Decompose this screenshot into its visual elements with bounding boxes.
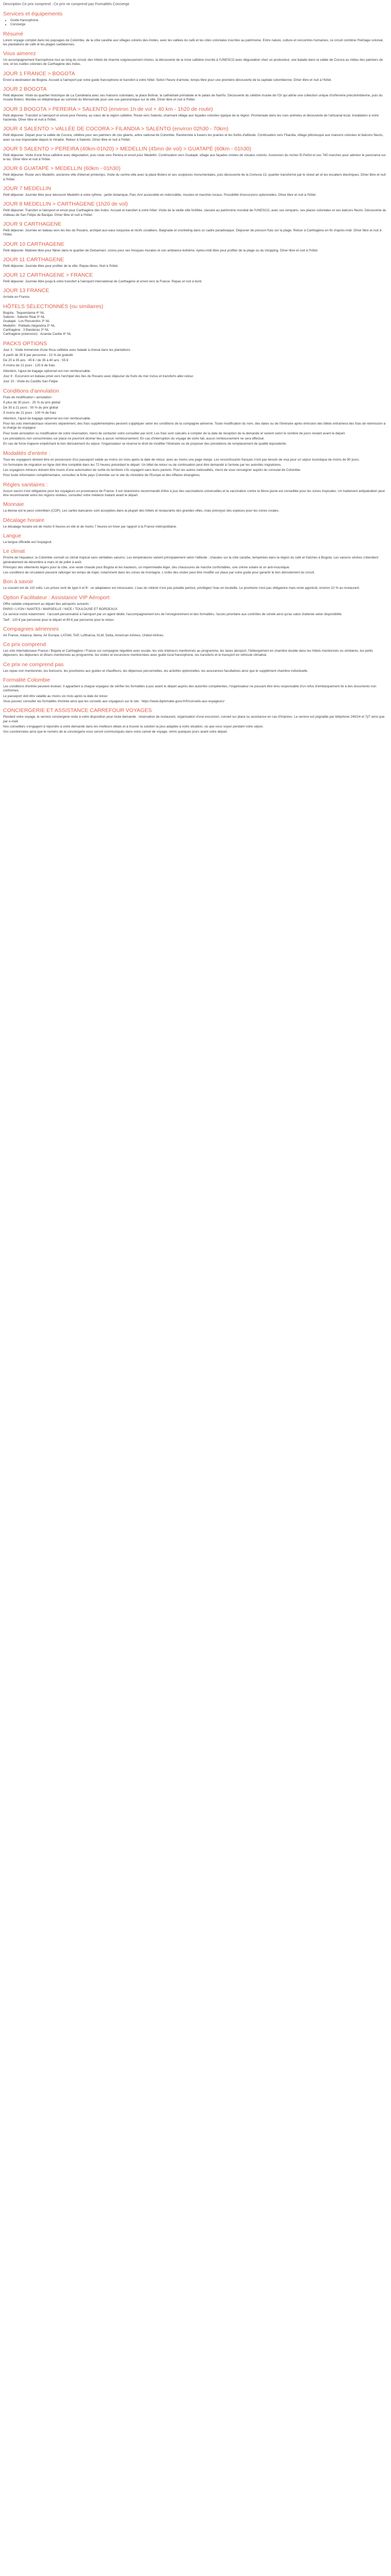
paragraph: Les conditions d'entrée peuvent évoluer. Il appartient à chaque voyageur de vérifier les formalités à jour avant le départ auprès des autorités compétentes, l'organisateur ne pouvant être tenu responsable d'un refus d'embarquement lié à des documents non conformes. (3, 685, 377, 693)
paragraph: Petit déjeuner. Matinée libre pour flâner dans le quartier de Getsemaní, connu pour ses fresques murales et son ambiance bohème. Après-midi libre pour profiter de la plage ou du shopping. Dîner libre et nuit à l'hôtel. (3, 248, 318, 252)
section-heading: JOUR 1 FRANCE > BOGOTA (3, 70, 75, 77)
section-heading: Ce prix comprend (3, 641, 46, 648)
paragraph: De 30 à 21 jours : 50 % du prix global (3, 406, 58, 410)
section-heading: JOUR 8 MEDELLIN > CARTHAGENE (1h20 de vol) (3, 201, 128, 208)
section-heading: JOUR 2 BOGOTA (3, 86, 47, 93)
hotel-line: Bogota : Tequendama 4* NL (3, 311, 45, 315)
paragraph: Ce service inclut notamment : l'accueil personnalisé à l'aéroport par un agent dédié, l'accompagnement lors de l'enregistrement et des formalités, l'accès prioritaire aux contrôles de sûreté ainsi qu'au salon d'attente selon disponibilité. (3, 613, 343, 617)
section-heading: Option Facilitateur : Assistance VIP Aéroport (3, 594, 110, 601)
document-page (0, 0, 391, 734)
hotel-line: Carthagène : 3 Banderas 3* NL (3, 328, 50, 332)
paragraph: Lorem voyage complet dans les paysages de Colombie, de la côte caraïbe aux villages colorés des Andes, avec les vallées du café et les cités coloniales inscrites au patrimoine. Entre nature, culture et rencontres humaines, ce circuit combine l'héritage colonial, les plantations de café et les plages caribéennes. (3, 38, 384, 46)
hotel-line: Salento : Salento Real 3* NL (3, 315, 45, 319)
paragraph: Vous pouvez consulter les formalités d'entrée ainsi que les conseils aux voyageurs sur le site : https://www.diplomatie.gouv.fr/fr/conseils-aux-voyageurs/ (3, 699, 225, 703)
section-heading: JOUR 11 CARTHAGENE (3, 256, 64, 263)
section-heading: Vous aimerez (3, 50, 36, 57)
paragraph: Petit déjeuner. Journée libre pour découvrir Medellín à votre rythme : jardin botanique, Parc Arví accessible en métrocâble, musées et marchés locaux. Possibilité d'excursions optionnelles. Dîner libre et nuit à l'hôtel. (3, 193, 317, 197)
paragraph: Le décalage horaire est de moins 6 heures en été et de moins 7 heures en hiver par rapport à la France métropolitaine. (3, 524, 177, 529)
section-heading: Décalage horaire (3, 517, 44, 523)
bullet-list (3, 19, 388, 27)
paragraph: Un formulaire de migration en ligne doit être complété dans les 72 heures précédant le départ. Un billet de retour ou de continuation peut être demandé à l'arrivée par les autorités migratoires. (3, 463, 282, 467)
section-heading: JOUR 4 SALENTO > VALLÉE DE COCORA > FILANDIA > SALENTO (environ 02h30 - 70km) (3, 126, 229, 132)
paragraph: Jour 9 : Excursion en bateau privé vers l'archipel des îles du Rosario avec déjeuner de fruits de mer inclus et transferts aller-retour. (3, 374, 194, 378)
paragraph: À moins de 21 jours : 100 % de frais (3, 411, 56, 415)
section-heading: JOUR 5 SALENTO > PEREIRA (40km-01h20) > MEDELLIN (45mn de vol) > GUATAPÉ (60km - 01h30) (3, 145, 252, 152)
section-heading: Modalités d'entrée : (3, 450, 51, 456)
paragraph: Aucun vaccin n'est obligatoire pour les voyageurs en provenance de France. Il est néanmoins recommandé d'être à jour des vaccinations universelles et la vaccination contre la fièvre jaune est conseillée pour les zones tropicales. Un traitement antipaludéen peut être recommandé selon les régions visitées, consultez votre médecin traitant avant le départ. (3, 489, 385, 498)
paragraph: Le passeport doit être valable au moins six mois après la date de retour. (3, 694, 108, 698)
paragraph: Les voyageurs mineurs doivent être munis d'une autorisation de sortie du territoire s'ils voyagent sans leurs parents. Pour les autres nationalités, merci de vous renseigner auprès du consulat de Colombie. (3, 468, 301, 472)
paragraph: Petit déjeuner. Transfert à l'aéroport et envol pour Carthagène des Indes. Accueil et transfert à votre hôtel. Visite de la vieille ville fortifiée, classée au patrimoine mondial de l'UNESCO, avec ses remparts, ses places coloniales et ses balcons fleuris. Découverte du château de San Felipe de Barajas. Dîner libre et nuit à l'hôtel. (3, 209, 386, 217)
section-heading: CONCIERGERIE ET ASSISTANCE CARREFOUR VOYAGES (3, 707, 152, 714)
paragraph: Tarif : 120 € par personne pour le départ et 80 € par personne pour le retour. (3, 618, 115, 622)
paragraph: Petit déjeuner. Journée en bateau vers les îles du Rosario, archipel aux eaux turquoise et récifs coralliens. Baignade et snorkeling dans un cadre paradisiaque. Déjeuner de poisson frais sur la plage. Retour à Carthagène en fin d'après-midi. Dîner libre et nuit à l'hôtel. (3, 228, 382, 237)
bullet-item: • Concierge (10, 23, 388, 27)
paragraph: Prévoyez des vêtements légers pour la côte, une veste chaude pour Bogota et les hauteurs, un imperméable léger, des chaussures de marche confortables, une crème solaire et un anti-moustique. (3, 565, 290, 569)
document-title: Description Ce prix comprend : Ce prix ne comprend pas Formalités Concierge (3, 3, 129, 6)
paragraph: PARIS / LYON / NANTES / MARSEILLE / NICE / TOULOUSE ET BORDEAUX (3, 607, 118, 611)
section-heading: JOUR 3 BOGOTA > PEREIRA > SALENTO (environ 1h de vol + 40 km - 1h20 de route) (3, 106, 213, 112)
paragraph: Pour les vols internationaux réservés séparément, des frais supplémentaires peuvent s'appliquer selon les conditions de la compagnie aérienne. Toute modification du nom, des dates ou de l'itinéraire après émission des billets entraînera des frais de réémission à la charge du voyageur. (3, 422, 386, 430)
section-heading: Ce prix ne comprend pas (3, 661, 64, 668)
paragraph: Petit déjeuner. Visite d'une finca caféière avec dégustation, puis route vers Pereira et envol pour Medellín. Continuation vers Guatapé, village aux façades ornées de zócalos colorés. Ascension du rocher El Peñol et ses 740 marches pour admirer le panorama sur le lac. Dîner libre et nuit à l'hôtel. (3, 153, 386, 162)
paragraph: Petit déjeuner. Journée libre jusqu'à votre transfert à l'aéroport international de Carthagène et envol vers la France. Repas et nuit à bord. (3, 280, 203, 284)
section-heading: Bon à savoir (3, 579, 34, 585)
paragraph: Air France, Avianca, Iberia, Air Europa, LATAM, TAP, Lufthansa, KLM, Delta, American Airlines, United Airlines. (3, 633, 165, 637)
paragraph: Les prestations non consommées sur place ne pourront donner lieu à aucun remboursement. En cas d'interruption du voyage de votre fait, aucun remboursement ne sera effectué. (3, 436, 265, 440)
paragraph: De 20 à 35 ans : 45 € / de 35 à 40 ans : 55 € (3, 359, 69, 363)
paragraph: Un accompagnement francophone tout au long du circuit, des hôtels de charme soigneusement choisis, la découverte de la zone caféière inscrite à l'UNESCO avec dégustation chez un producteur, une balade dans la vallée de Cocora au milieu des palmiers de cire, et les ruelles colorées de Carthagène des Indes. (3, 58, 383, 66)
paragraph: À moins de 21 jours : 120 € de frais (3, 364, 55, 368)
document-body (3, 11, 388, 734)
paragraph: Proche de l'équateur, la Colombie connaît un climat tropical sans véritables saisons. Les températures varient principalement selon l'altitude : chaudes sur la côte caraïbe, tempérées dans la région du café et fraîches à Bogota. Les saisons sèches s'étendent généralement de décembre à mars et de juillet à août. (3, 556, 379, 564)
paragraph: À plus de 30 jours : 25 % du prix global (3, 400, 60, 404)
section-heading: JOUR 10 CARTHAGENE (3, 241, 64, 247)
section-heading: Monnaie (3, 501, 24, 508)
section-heading: Langue (3, 532, 22, 539)
paragraph: Vos coordonnées ainsi que le numéro de la conciergerie vous seront communiqués dans votre carnet de voyage, remis quelques jours avant votre départ. (3, 730, 228, 734)
section-heading: Résumé (3, 30, 24, 37)
paragraph: Envol à destination de Bogota. Accueil à l'aéroport par votre guide francophone et transfert à votre hôtel. Selon l'heure d'arrivée, temps libre pour une première découverte de la capitale colombienne. Dîner libre et nuit à l'hôtel. (3, 78, 332, 82)
paragraph: La devise est le peso colombien (COP). Les cartes bancaires sont acceptées dans la plupart des hôtels et restaurants des grandes villes, mais prévoyez des espèces pour les zones rurales. (3, 509, 280, 513)
paragraph: Frais de modification / annulation : (3, 395, 54, 399)
paragraph: Jour 3 : Visite immersive d'une finca caféière avec balade à cheval dans les plantations (3, 348, 131, 352)
section-heading: HÔTELS SÉLECTIONNÉS (ou similaires) (3, 303, 104, 310)
paragraph: Petit déjeuner. Journée libre pour profiter de la ville. Repas libres. Nuit à l'hôtel. (3, 264, 119, 268)
section-heading: PACKS OPTIONS (3, 340, 47, 347)
section-heading: Règles sanitaires : (3, 481, 48, 488)
section-heading: Services et équipements (3, 11, 62, 17)
paragraph: À partir de 35 € par personne - 10 % de gratuité (3, 353, 73, 357)
hotel-line: Carthagène (extension) : Ananda Caribe 4* NL (3, 332, 72, 336)
paragraph: Jour 10 : Visite du Castillo San Felipe (3, 380, 58, 384)
paragraph: Attention, l'ajout de bagage optionnel est non remboursable. (3, 416, 91, 420)
section-heading: Formalité Colombie (3, 677, 51, 684)
paragraph: Le courant est de 110 volts. Les prises sont de type A et B : un adaptateur est nécessaire. L'eau du robinet n'est pas potable partout, privilégiez l'eau en bouteille. Le pourboire n'est pas obligatoire mais reste apprécié, environ 10 % au restaurant. (3, 586, 360, 590)
section-heading: JOUR 7 MEDELLIN (3, 185, 51, 192)
hotel-line: Guatapé : Los Recuerdos 3* NL (3, 319, 50, 324)
paragraph: Pour toute annulation ou modification de votre réservation, merci de contacter votre conseiller par écrit. Les frais sont calculés à compter de la date de réception de la demande et varient selon le nombre de jours restant avant le départ. (3, 431, 346, 435)
section-heading: JOUR 13 FRANCE (3, 287, 50, 294)
paragraph: Petit déjeuner. Route vers Medellín, ancienne ville d'éternel printemps. Visite du centre-ville avec la place Botero et ses sculptures monumentales, puis découverte de la Comuna 13, quartier transformé par le street art et les escaliers électriques. Dîner libre et nuit à l'hôtel. (3, 173, 386, 181)
paragraph: Attention, l'ajout de bagage optionnel est non remboursable. (3, 369, 91, 373)
paragraph: En cas de force majeure empêchant le bon déroulement du séjour, l'organisateur se réserve le droit de modifier l'itinéraire ou de proposer des prestations de remplacement de qualité équivalente. (3, 442, 287, 446)
paragraph: Les vols internationaux France / Bogota et Carthagène / France sur compagnie régulière avec escale, les vols intérieurs mentionnés au programme, les taxes aéroport, l'hébergement en chambre double dans les hôtels mentionnés ou similaires, les petits déjeuners, les déjeuners et dîners mentionnés au programme, les visites et excursions mentionnées avec guide local francophone, les transferts et le transport en véhicule climatisé. (3, 649, 373, 657)
hotel-line: Medellín : Poblado Alejandría 3* NL (3, 324, 55, 328)
paragraph: Offre valable uniquement au départ des aéroports suivants : (3, 602, 91, 606)
section-heading: Le climat (3, 548, 25, 555)
paragraph: Nos conseillers s'engagent à répondre à votre demande dans les meilleurs délais et à trouver la solution la plus adaptée à votre situation, où que vous soyez pendant votre séjour. (3, 724, 264, 728)
paragraph: Pour toute information complémentaire, consultez la fiche pays Colombie sur le site du ministère de l'Europe et des Affaires étrangères. (3, 473, 201, 478)
bullet-item: • Guide francophone (10, 19, 388, 23)
paragraph: La langue officielle est l'espagnol. (3, 540, 53, 544)
paragraph: Petit déjeuner. Départ pour la vallée de Cocora, célèbre pour ses palmiers de cire géants, arbre national de Colombie. Randonnée à travers les prairies et les forêts d'altitude. Continuation vers Filandia, village pittoresque aux maisons colorées et balcons fleuris, avec sa vue imprenable depuis le mirador. Retour à Salento. Dîner libre et nuit à l'hôtel. (3, 133, 384, 142)
paragraph: Les repas non mentionnés, les boissons, les pourboires aux guides et chauffeurs, les dépenses personnelles, les activités optionnelles, les assurances facultatives ainsi que le supplément chambre individuelle. (3, 669, 308, 673)
paragraph: Arrivée en France. (3, 295, 30, 299)
section-heading: JOUR 6 GUATAPÉ > MEDELLIN (60km - 01h30) (3, 165, 121, 172)
section-heading: Conditions d'annulation (3, 387, 59, 394)
paragraph: Pendant votre voyage, le service conciergerie reste à votre disposition pour toute demande : réservation de restaurant, organisation d'une excursion, conseil sur place ou assistance en cas d'imprévu. Le service est joignable par téléphone 24h/24 et 7j/7 ainsi que par e-mail. (3, 715, 385, 723)
section-heading: JOUR 9 CARTHAGENE (3, 221, 61, 227)
paragraph: Les conditions de circulation peuvent rallonger les temps de trajet, notamment dans les zones de montagne. L'ordre des visites peut être modifié sur place par votre guide pour garantir le bon déroulement du circuit. (3, 571, 315, 575)
paragraph: Petit déjeuner. Transfert à l'aéroport et envol pour Pereira, au cœur de la région caféière. Route vers Salento, charmant village aux façades colorées typique de la région. Promenade dans les rues animées et découverte de l'artisanat local. Installation à votre hacienda. Dîner libre et nuit à l'hôtel. (3, 113, 379, 122)
section-heading: Compagnies aériennes (3, 625, 59, 632)
section-heading: JOUR 12 CARTHAGENE > FRANCE (3, 272, 93, 279)
paragraph: Tous les voyageurs doivent être en possession d'un passeport valide au moins six mois après la date de retour, avec au moins une page vierge. Les ressortissants français n'ont pas besoin de visa pour un séjour touristique de moins de 90 jours. (3, 457, 360, 462)
paragraph: Petit déjeuner. Visite du quartier historique de La Candelaria avec ses maisons coloniales, la place Bolívar, la cathédrale primatiale et le palais de Nariño. Découverte du célèbre musée de l'Or qui abrite une collection unique d'orfèvrerie précolombienne, puis du musée Botero. Montée en téléphérique au sommet du Monserrate pour une vue panoramique sur la ville. Dîner libre et nuit à l'hôtel. (3, 94, 383, 102)
